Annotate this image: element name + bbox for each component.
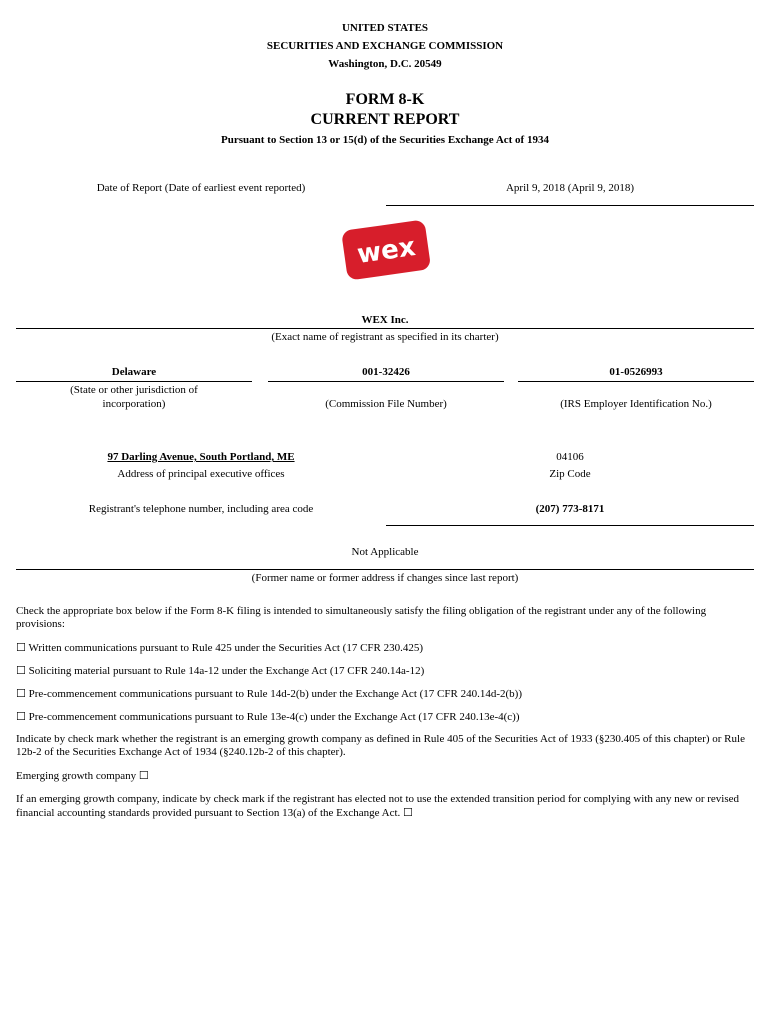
former-name-caption: (Former name or former address if changes since last report) <box>251 572 519 584</box>
state-rule <box>16 381 252 382</box>
checkbox-intro: Check the appropriate box below if the Form 8-K filing is intended to simultaneously satisfy the filing obligation of the registrant under any of the following provisions: <box>16 605 707 630</box>
file-number-value: 001-32426 <box>362 366 410 378</box>
former-name-value: Not Applicable <box>351 546 419 558</box>
rule-13e4c-item <box>16 710 756 724</box>
rule-14a12-checkbox[interactable]: ☐ <box>16 664 26 677</box>
egc-item <box>16 769 756 783</box>
agency-address: Washington, D.C. 20549 <box>328 58 442 70</box>
zip-caption: Zip Code <box>549 468 591 480</box>
egc-checkbox[interactable]: ☐ <box>138 769 149 782</box>
rule-425-item <box>16 641 756 655</box>
report-date-rule <box>386 205 754 206</box>
state-value: Delaware <box>111 366 157 378</box>
irs-number-value: 01-0526993 <box>609 366 663 378</box>
transition-text: If an emerging growth company, indicate by check mark if the registrant has elected not to use the extended transition period for complying with any new or revised financial accounting standards provided pursuant to Section 13(a) of the Exchange Act. <box>16 793 740 819</box>
phone-rule <box>386 525 754 526</box>
rule-13e4c-label: Pre-commencement communications pursuant to Rule 13e-4(c) under the Exchange Act (17 CFR 240.13e-4(c)) <box>28 711 520 723</box>
agency-name: SECURITIES AND EXCHANGE COMMISSION <box>266 40 504 52</box>
egc-label: Emerging growth company <box>16 770 137 782</box>
agency-country: UNITED STATES <box>341 22 429 34</box>
registrant-name: WEX Inc. <box>361 314 409 326</box>
rule-14d2b-checkbox[interactable]: ☐ <box>16 687 26 700</box>
registrant-rule <box>16 328 754 329</box>
egc-intro: Indicate by check mark whether the registrant is an emerging growth company as defined in Rule 405 of the Securities Act of 1933 (§230.405 of this chapter) or Rule 12b-2 of the Securities Exchange Act of 1934 (§240.12b-2 of this chapter). <box>16 733 745 758</box>
rule-14d2b-item <box>16 687 756 701</box>
state-caption-1: (State or other jurisdiction of <box>70 384 198 396</box>
rule-425-checkbox[interactable]: ☐ <box>16 641 26 654</box>
irs-number-caption: (IRS Employer Identification No.) <box>560 398 712 410</box>
rule-425-label: Written communications pursuant to Rule 425 under the Securities Act (17 CFR 230.425) <box>28 642 424 654</box>
transition-checkbox[interactable]: ☐ <box>403 806 413 819</box>
registrant-caption: (Exact name of registrant as specified in its charter) <box>271 331 499 343</box>
irs-number-rule <box>518 381 754 382</box>
address-value: 97 Darling Avenue, South Portland, ME <box>107 451 295 463</box>
report-date-value: April 9, 2018 (April 9, 2018) <box>505 182 634 194</box>
rule-14d2b-label: Pre-commencement communications pursuant to Rule 14d-2(b) under the Exchange Act (17 CFR 240.14d-2(b)) <box>28 688 522 700</box>
rule-13e4c-checkbox[interactable]: ☐ <box>16 710 26 723</box>
phone-value: (207) 773-8171 <box>535 503 605 515</box>
report-date-label: Date of Report (Date of earliest event reported) <box>96 182 306 194</box>
phone-label: Registrant's telephone number, including area code <box>88 503 314 515</box>
rule-14a12-label: Soliciting material pursuant to Rule 14a-12 under the Exchange Act (17 CFR 240.14a-12) <box>28 665 425 677</box>
svg-text:wex: wex <box>355 232 418 270</box>
address-caption: Address of principal executive offices <box>117 468 285 480</box>
wex-logo <box>336 211 436 288</box>
report-title: CURRENT REPORT <box>310 111 460 128</box>
former-name-rule <box>16 569 754 570</box>
state-caption-2: incorporation) <box>102 398 166 410</box>
rule-14a12-item <box>16 664 756 678</box>
zip-value: 04106 <box>556 451 584 463</box>
file-number-rule <box>268 381 504 382</box>
file-number-caption: (Commission File Number) <box>325 398 447 410</box>
form-title: FORM 8-K <box>345 91 425 108</box>
pursuant-line: Pursuant to Section 13 or 15(d) of the Securities Exchange Act of 1934 <box>221 134 549 146</box>
transition-item <box>16 793 756 820</box>
